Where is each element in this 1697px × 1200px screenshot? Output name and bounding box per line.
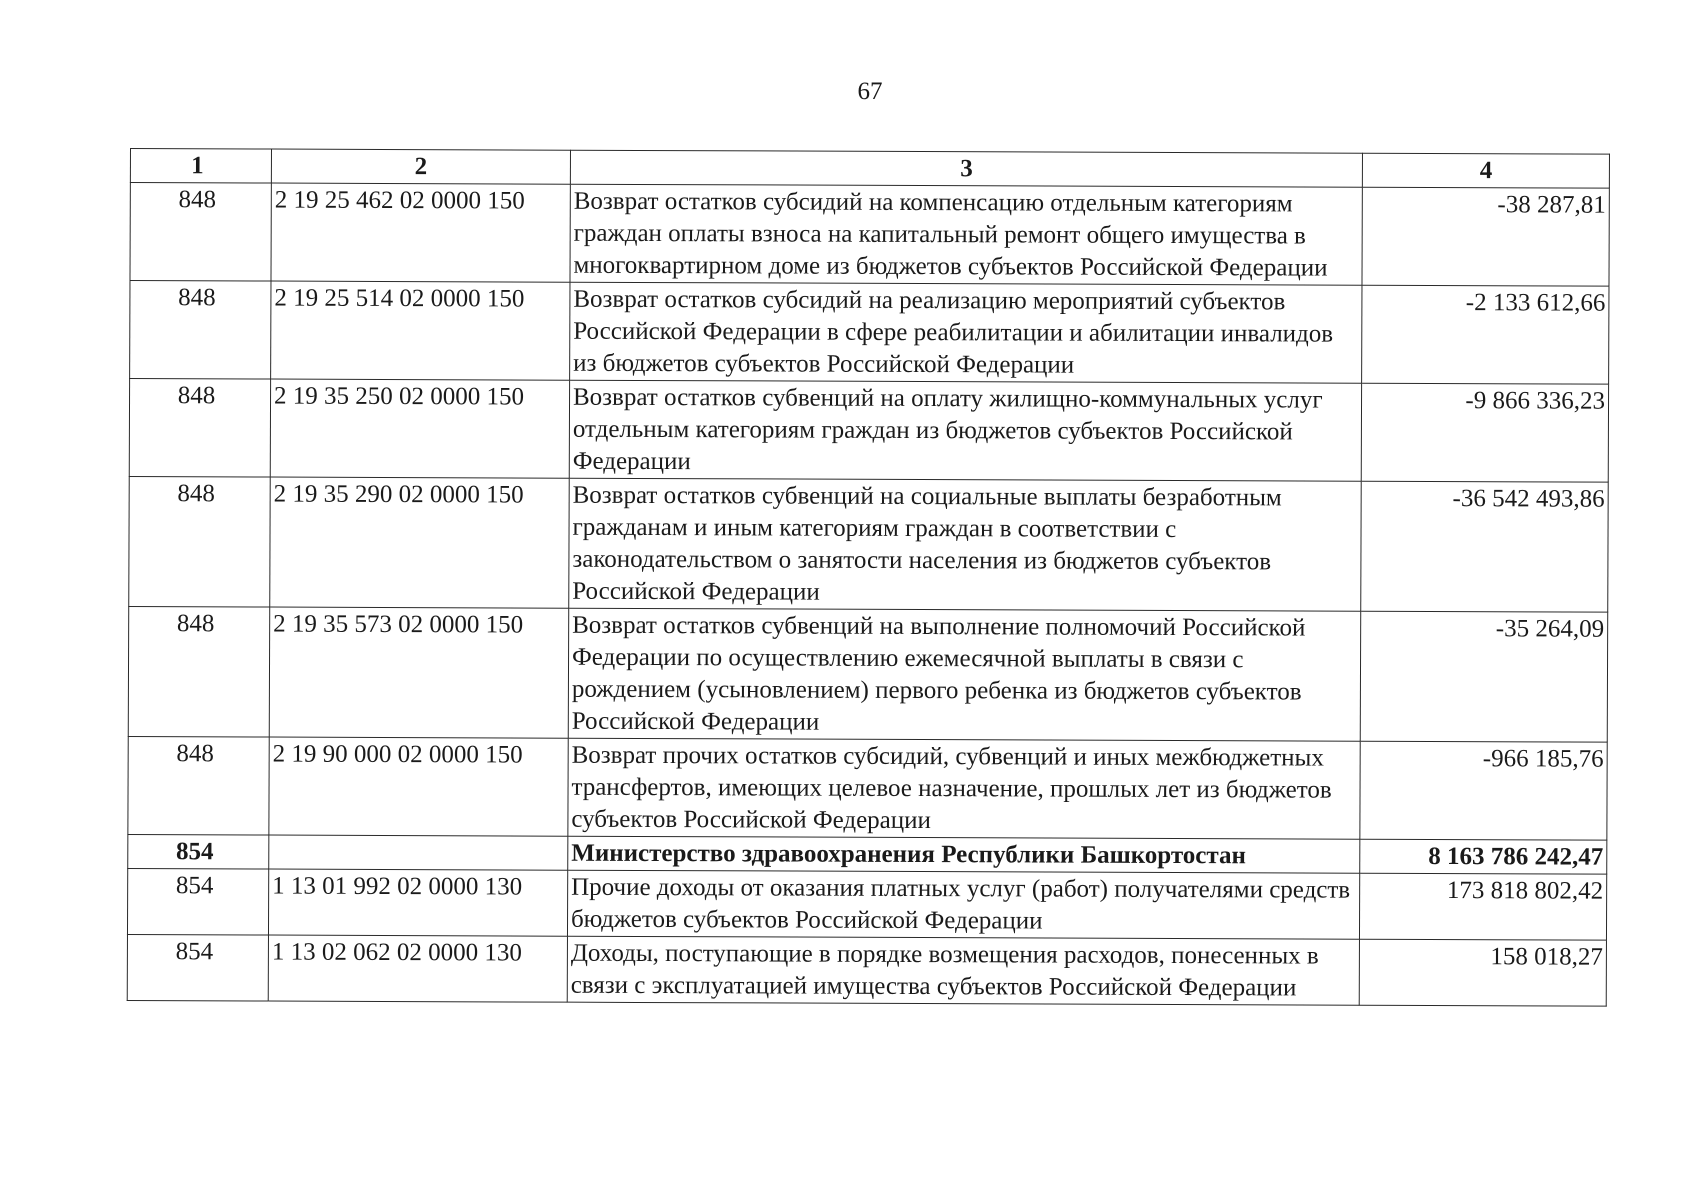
- admin-code-cell: 848: [129, 476, 270, 607]
- budget-code-cell: 2 19 90 000 02 0000 150: [269, 737, 568, 836]
- table-body: [127, 183, 1609, 1007]
- header-col-3: 3: [570, 150, 1362, 187]
- budget-code-cell: 1 13 01 992 02 0000 130: [268, 869, 567, 936]
- amount-cell: -35 264,09: [1361, 611, 1608, 742]
- ministry-name-cell: Министерство здравоохранения Республики Башкортостан: [568, 836, 1360, 873]
- budget-code-cell: 2 19 35 290 02 0000 150: [270, 477, 570, 608]
- admin-code-cell: 848: [130, 183, 271, 282]
- table-row: [130, 183, 1609, 287]
- admin-code-cell: 848: [128, 606, 269, 737]
- amount-cell: -9 866 336,23: [1362, 383, 1609, 482]
- budget-code-cell: 2 19 25 514 02 0000 150: [271, 281, 570, 380]
- description-cell: Возврат остатков субвенций на выполнение полномочий Российской Федерации по осуществлению ежемесячной выплаты в связи с рождением (усыновлением) первого ребенка из бюджетов субъектов Российской Федерации: [568, 608, 1361, 741]
- table-row: [129, 379, 1608, 483]
- amount-cell: -36 542 493,86: [1361, 481, 1608, 612]
- budget-code-cell: 1 13 02 062 02 0000 130: [268, 935, 567, 1002]
- budget-code-cell: 2 19 35 573 02 0000 150: [269, 607, 569, 738]
- budget-code-cell: [269, 835, 568, 870]
- description-cell: Доходы, поступающие в порядке возмещения расходов, понесенных в связи с эксплуатацией имущества субъектов Российской Федерации: [567, 936, 1360, 1005]
- amount-cell: 158 018,27: [1360, 939, 1607, 1006]
- description-cell: Возврат остатков субвенций на социальные выплаты безработным гражданам и иным категориям граждан в соответствии с законодательством о занятости населения из бюджетов субъектов Российской Федерации: [569, 478, 1362, 611]
- table-row: [127, 868, 1606, 940]
- header-col-2: 2: [271, 149, 570, 184]
- table-row: [127, 934, 1606, 1006]
- admin-code-cell: 854: [128, 834, 269, 869]
- admin-code-cell: 848: [130, 281, 271, 380]
- admin-code-cell: 854: [127, 934, 268, 1001]
- description-cell: Возврат остатков субсидий на компенсацию отдельным категориям граждан оплаты взноса на капитальный ремонт общего имущества в многоквартирном доме из бюджетов субъектов Российской Федерации: [570, 184, 1363, 285]
- admin-code-cell: 848: [129, 379, 270, 478]
- ministry-total-row: [128, 834, 1607, 874]
- amount-cell: -38 287,81: [1362, 187, 1609, 286]
- amount-cell: 173 818 802,42: [1360, 873, 1607, 940]
- admin-code-cell: 848: [128, 736, 269, 835]
- header-col-1: 1: [130, 149, 271, 184]
- admin-code-cell: 854: [127, 868, 268, 935]
- description-cell: Возврат остатков субвенций на оплату жилищно-коммунальных услуг отдельным категориям граждан из бюджетов субъектов Российской Федерации: [569, 380, 1362, 481]
- budget-code-cell: 2 19 25 462 02 0000 150: [271, 183, 570, 282]
- budget-code-cell: 2 19 35 250 02 0000 150: [270, 379, 569, 478]
- table-row: [129, 476, 1608, 612]
- description-cell: Возврат прочих остатков субсидий, субвенций и иных межбюджетных трансфертов, имеющих целевое назначение, прошлых лет из бюджетов субъектов Российской Федерации: [568, 738, 1361, 839]
- table-row: [128, 736, 1607, 840]
- table-header-row: [130, 149, 1609, 189]
- ministry-total-amount-cell: 8 163 786 242,47: [1360, 839, 1607, 874]
- budget-table: [127, 148, 1610, 1007]
- page-number: 67: [857, 78, 883, 105]
- amount-cell: -966 185,76: [1360, 741, 1607, 840]
- table-row: [128, 606, 1607, 742]
- description-cell: Прочие доходы от оказания платных услуг (работ) получателями средств бюджетов субъектов Российской Федерации: [567, 870, 1360, 939]
- header-col-4: 4: [1363, 153, 1610, 188]
- amount-cell: -2 133 612,66: [1362, 285, 1609, 384]
- description-cell: Возврат остатков субсидий на реализацию мероприятий субъектов Российской Федерации в сфере реабилитации и абилитации инвалидов из бюджетов субъектов Российской Федерации: [570, 282, 1363, 383]
- table-row: [130, 281, 1609, 385]
